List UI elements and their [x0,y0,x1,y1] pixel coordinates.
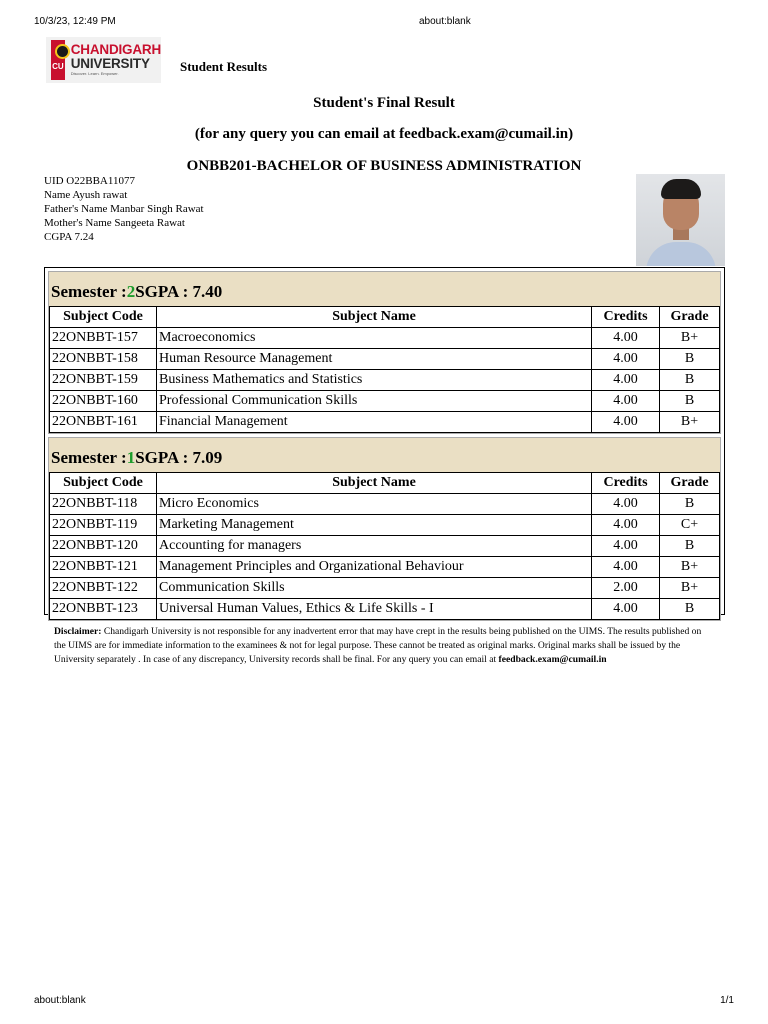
table-row [50,494,720,515]
semester-block [48,437,721,621]
query-email-line: (for any query you can email at feedback.exam@cumail.in) [194,126,574,142]
disclaimer-email: feedback.exam@cumail.in [498,654,607,665]
logo-line-2: UNIVERSITY [70,56,150,71]
table-row [50,557,720,578]
student-info [44,174,204,244]
subject-grade: B [660,494,720,515]
disclaimer [54,625,714,667]
subject-credits: 4.00 [592,391,660,412]
subject-code: 22ONBBT-157 [50,328,157,349]
subject-grade: B [660,391,720,412]
subject-credits: 2.00 [592,578,660,599]
emblem-text: CU [52,62,64,71]
col-header-grade: Grade [660,307,720,328]
subject-code: 22ONBBT-160 [50,391,157,412]
disclaimer-label: Disclaimer: [54,626,102,637]
subject-grade: B [660,349,720,370]
print-page-count: 1/1 [720,995,734,1006]
subject-credits: 4.00 [592,536,660,557]
student-cgpa: CGPA 7.24 [44,231,94,243]
final-result-title: Student's Final Result [313,95,455,111]
grades-table [49,472,720,620]
subject-name: Micro Economics [157,494,592,515]
subject-code: 22ONBBT-122 [50,578,157,599]
col-header-name: Subject Name [157,307,592,328]
logo-line-1: CHANDIGARH [70,42,161,57]
subject-name: Human Resource Management [157,349,592,370]
semester-label: Semester : [51,282,127,301]
table-row [50,391,720,412]
subject-name: Management Principles and Organizational Behaviour [157,557,592,578]
col-header-credits: Credits [592,307,660,328]
subject-name: Financial Management [157,412,592,433]
subject-credits: 4.00 [592,494,660,515]
subject-code: 22ONBBT-161 [50,412,157,433]
print-page-title: about:blank [419,16,471,27]
subject-grade: B [660,599,720,620]
subject-credits: 4.00 [592,349,660,370]
program-name: ONBB201-BACHELOR OF BUSINESS ADMINISTRATION [186,158,582,174]
subject-grade: C+ [660,515,720,536]
subject-code: 22ONBBT-121 [50,557,157,578]
student-name: Name Ayush rawat [44,189,128,201]
subject-credits: 4.00 [592,515,660,536]
subject-name: Professional Communication Skills [157,391,592,412]
col-header-credits: Credits [592,473,660,494]
grades-table [49,306,720,433]
print-datetime: 10/3/23, 12:49 PM [34,16,116,27]
table-row [50,578,720,599]
table-header-row [50,473,720,494]
student-photo [636,174,725,266]
print-url: about:blank [34,995,86,1006]
mother-name: Mother's Name Sangeeta Rawat [44,217,185,229]
subject-grade: B+ [660,328,720,349]
semester-sgpa: SGPA : 7.09 [135,448,223,467]
print-footer [34,995,734,1009]
subject-credits: 4.00 [592,599,660,620]
table-header-row [50,307,720,328]
col-header-code: Subject Code [50,473,157,494]
subject-code: 22ONBBT-158 [50,349,157,370]
table-row [50,536,720,557]
subject-name: Universal Human Values, Ethics & Life Skills - I [157,599,592,620]
table-row [50,515,720,536]
subject-code: 22ONBBT-123 [50,599,157,620]
subject-name: Accounting for managers [157,536,592,557]
print-header [34,16,734,30]
table-row [50,349,720,370]
subject-name: Marketing Management [157,515,592,536]
table-row [50,370,720,391]
semester-label: Semester : [51,448,127,467]
subject-name: Macroeconomics [157,328,592,349]
table-row [50,328,720,349]
subject-code: 22ONBBT-119 [50,515,157,536]
university-emblem-icon [51,40,65,80]
student-uid: UID O22BBA11077 [44,175,135,187]
results-container [44,267,725,615]
table-row [50,412,720,433]
col-header-grade: Grade [660,473,720,494]
col-header-name: Subject Name [157,473,592,494]
logo-tagline: Discover. Learn. Empower. [70,71,119,76]
semester-block [48,271,721,434]
semester-number: 2 [126,282,136,301]
table-row [50,599,720,620]
subject-code: 22ONBBT-159 [50,370,157,391]
header-title: Student Results [180,59,268,74]
subject-grade: B+ [660,412,720,433]
subject-credits: 4.00 [592,557,660,578]
subject-name: Business Mathematics and Statistics [157,370,592,391]
subject-name: Communication Skills [157,578,592,599]
subject-credits: 4.00 [592,412,660,433]
subject-grade: B [660,370,720,391]
subject-code: 22ONBBT-120 [50,536,157,557]
col-header-code: Subject Code [50,307,157,328]
subject-code: 22ONBBT-118 [50,494,157,515]
subject-grade: B+ [660,557,720,578]
father-name: Father's Name Manbar Singh Rawat [44,203,204,215]
subject-grade: B+ [660,578,720,599]
university-logo [46,37,161,83]
semester-header [49,438,720,472]
subject-credits: 4.00 [592,370,660,391]
subject-credits: 4.00 [592,328,660,349]
disclaimer-text: Chandigarh University is not responsible for any inadvertent error that may have crept in the results being published on the UIMS. The results published on the UIMS are for immediate information to the examinees & not for legal purpose. These cannot be treated as original marks. Original marks shall be issued by the University separately . In case of any discrepancy, University records shall be final. For any query you can email at [54,626,702,665]
semester-header [49,272,720,306]
semester-number: 1 [126,448,136,467]
semester-sgpa: SGPA : 7.40 [135,282,223,301]
subject-grade: B [660,536,720,557]
